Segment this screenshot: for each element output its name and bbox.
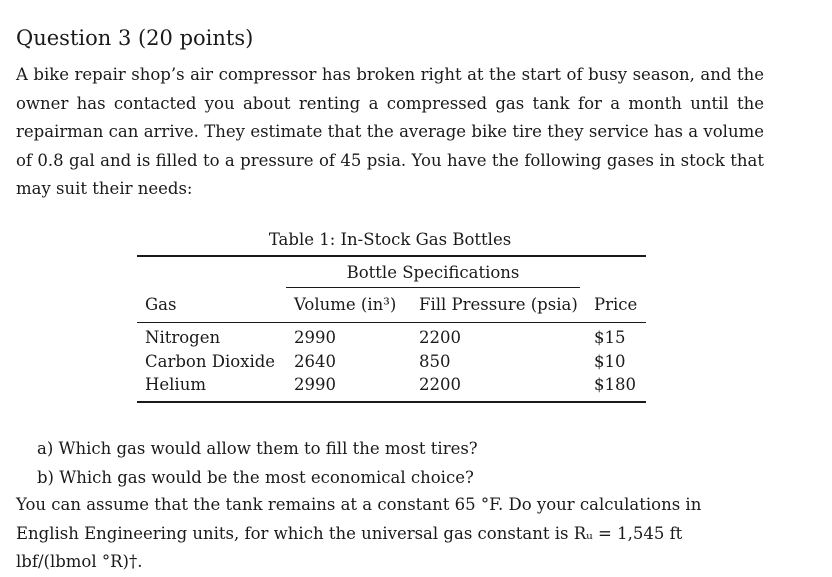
table-row-co2-fill-pressure: 850 — [419, 352, 451, 371]
table-row-helium-volume: 2990 — [294, 375, 336, 394]
table-row-co2-gas: Carbon Dioxide — [145, 352, 276, 371]
header-volume: Volume (in³) — [294, 295, 397, 314]
header-fill-pressure: Fill Pressure (psia) — [419, 295, 578, 314]
closing-paragraph: You can assume that the tank remains at a constant 65 °F. Do your calculations in English Engineering units, for which the universal gas constant is Rᵤ = 1,545 ft lbf/(lbmol °R)†. — [16, 495, 702, 572]
group-header-rule — [286, 287, 580, 288]
table-caption-text: Table 1: In-Stock Gas Bottles — [268, 230, 512, 249]
question-a: a) Which gas would allow them to fill the most tires? — [37, 439, 478, 458]
question-title: Question 3 (20 points) — [16, 26, 254, 50]
header-bottom-rule — [137, 322, 646, 323]
header-price: Price — [594, 295, 638, 314]
table-row-helium-price: $180 — [594, 375, 636, 394]
intro-paragraph: A bike repair shop’s air compressor has broken right at the start of busy season, and the owner has contacted you about renting a compressed gas tank for a month until the repairman can arrive. They estimate that the average bike tire they service has a volume of 0.8 gal and is filled to a pressure of 45 psia. You have the following gases in stock that may suit their needs: — [16, 65, 764, 199]
table-bottom-rule — [137, 401, 646, 403]
table-row-nitrogen-price: $15 — [594, 328, 626, 347]
question-list — [37, 434, 478, 492]
table-caption — [0, 230, 832, 249]
header-gas: Gas — [145, 295, 177, 314]
table-row-nitrogen-gas: Nitrogen — [145, 328, 221, 347]
table-top-rule — [137, 255, 646, 257]
question-b: b) Which gas would be the most economical choice? — [37, 468, 474, 487]
table-row-nitrogen-fill-pressure: 2200 — [419, 328, 461, 347]
table-row-co2-volume: 2640 — [294, 352, 336, 371]
table-row-co2-price: $10 — [594, 352, 626, 371]
table-row-nitrogen-volume: 2990 — [294, 328, 336, 347]
table-row-helium-gas: Helium — [145, 375, 206, 394]
bottle-specifications-header: Bottle Specifications — [346, 263, 520, 282]
table-row-helium-fill-pressure: 2200 — [419, 375, 461, 394]
